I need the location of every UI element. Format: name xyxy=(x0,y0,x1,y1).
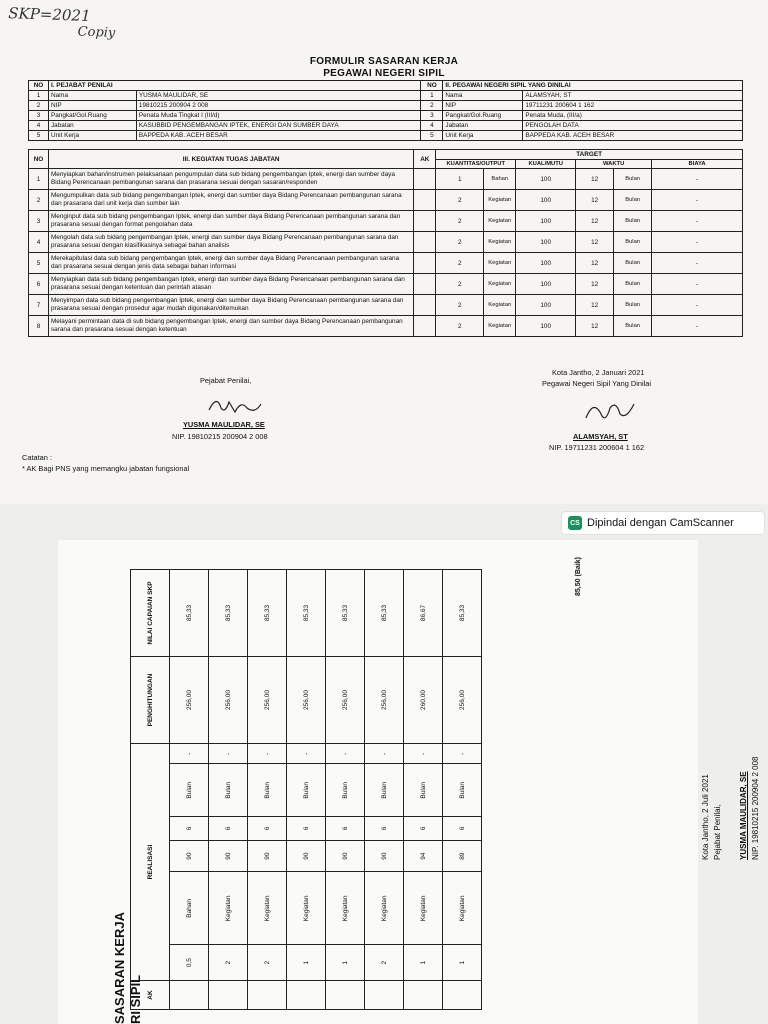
real-cost: - xyxy=(287,744,326,764)
real-time: 6 xyxy=(209,817,248,841)
real-time: 6 xyxy=(443,817,482,841)
realization-row xyxy=(404,570,443,1010)
right-sign-name: ALAMSYAH, ST xyxy=(573,432,628,441)
task-qty: 2 xyxy=(436,211,484,232)
kegiatan-header: III. KEGIATAN TUGAS JABATAN xyxy=(48,150,413,169)
dinilai-label: Jabatan xyxy=(443,121,523,131)
real-quality: 90 xyxy=(287,840,326,872)
real-score: 86,67 xyxy=(404,570,443,657)
task-time: 12 xyxy=(576,253,614,274)
official-row xyxy=(29,91,743,101)
handwritten-line-1: SKP=2021 xyxy=(7,4,91,25)
task-description: Mengumpulkan data sub bidang pengembangan Iptek, energi dan sumber daya Bidang Perencanaan pembangunan sarana dan prasarana dari unit kerja dan sumber lain xyxy=(48,190,413,211)
task-qty: 2 xyxy=(436,274,484,295)
real-quality: 90 xyxy=(170,840,209,872)
left-sign-nip: NIP. 19810215 200904 2 008 xyxy=(172,432,268,441)
right-sign-nip: NIP. 19711231 200604 1 162 xyxy=(549,443,645,452)
real-quality: 90 xyxy=(209,840,248,872)
real-unit: Kegiatan xyxy=(404,872,443,945)
real-ak xyxy=(248,981,287,1010)
notes-text: * AK Bagi PNS yang memangku jabatan fungsional xyxy=(22,464,190,473)
realization-sign-name: YUSMA MAULIDAR, SE xyxy=(739,771,748,860)
right-sign-place: Kota Jantho, 2 Januari 2021 xyxy=(552,368,645,377)
task-time-unit: Bulan xyxy=(614,274,652,295)
real-unit: Kegiatan xyxy=(443,872,482,945)
penilai-no: 4 xyxy=(29,121,49,131)
real-unit: Kegiatan xyxy=(248,872,287,945)
real-calc: 256,00 xyxy=(209,657,248,744)
penilai-no: 5 xyxy=(29,131,49,141)
left-signature-mark xyxy=(205,392,265,418)
task-cost: - xyxy=(652,190,743,211)
penilai-label: Unit Kerja xyxy=(48,131,136,141)
task-ak xyxy=(414,211,436,232)
real-score: 85,33 xyxy=(209,570,248,657)
task-row xyxy=(29,274,743,295)
real-ak xyxy=(404,981,443,1010)
task-row xyxy=(29,295,743,316)
real-calc: 256,00 xyxy=(170,657,209,744)
task-no: 4 xyxy=(29,232,49,253)
real-quality: 90 xyxy=(326,840,365,872)
real-quality: 89 xyxy=(443,840,482,872)
realization-row xyxy=(326,570,365,1010)
handwritten-line-2: Copiy xyxy=(77,24,116,41)
penilai-no: 2 xyxy=(29,101,49,111)
task-description: Melayani permintaan data di sub bidang pengembangan Iptek, energi dan sumber daya Bidang Perencanaan pembangunan sarana dan prasarana sesuai dengan ketentuan xyxy=(48,316,413,337)
real-time: 6 xyxy=(365,817,404,841)
real-time: 6 xyxy=(287,817,326,841)
real-cost: - xyxy=(326,744,365,764)
real-cost: - xyxy=(365,744,404,764)
task-qty: 2 xyxy=(436,316,484,337)
real-cost: - xyxy=(404,744,443,764)
task-row xyxy=(29,169,743,190)
task-row xyxy=(29,316,743,337)
official-row xyxy=(29,101,743,111)
score-header: NILAI CAPAIAN SKP xyxy=(131,570,170,657)
task-time: 12 xyxy=(576,316,614,337)
real-ak xyxy=(170,981,209,1010)
dinilai-label: Pangkat/Gol.Ruang xyxy=(443,111,523,121)
real-cost: - xyxy=(248,744,287,764)
penilai-no: 3 xyxy=(29,111,49,121)
realization-sign-nip: NIP. 19810215 200904 2 008 xyxy=(751,756,760,860)
task-quality: 100 xyxy=(516,211,576,232)
real-calc: 256,00 xyxy=(287,657,326,744)
task-time: 12 xyxy=(576,211,614,232)
real-calc: 256,00 xyxy=(365,657,404,744)
dinilai-no: 1 xyxy=(421,91,443,101)
real-calc: 256,00 xyxy=(326,657,365,744)
dinilai-header: II. PEGAWAI NEGERI SIPIL YANG DINILAI xyxy=(443,81,743,91)
real-score: 85,33 xyxy=(443,570,482,657)
officials-table xyxy=(28,80,743,141)
task-time: 12 xyxy=(576,232,614,253)
task-time-unit: Bulan xyxy=(614,190,652,211)
ak-header: AK xyxy=(131,981,170,1010)
real-ak xyxy=(287,981,326,1010)
dinilai-no: 4 xyxy=(421,121,443,131)
task-cost: - xyxy=(652,232,743,253)
task-no: 8 xyxy=(29,316,49,337)
task-unit: Kegiatan xyxy=(484,232,516,253)
left-sign-name: YUSMA MAULIDAR, SE xyxy=(183,420,265,429)
task-time-unit: Bulan xyxy=(614,316,652,337)
real-score: 85,33 xyxy=(365,570,404,657)
task-cost: - xyxy=(652,316,743,337)
task-quality: 100 xyxy=(516,316,576,337)
task-quality: 100 xyxy=(516,274,576,295)
penilai-label: Nama xyxy=(48,91,136,101)
task-no: 6 xyxy=(29,274,49,295)
real-unit: Kegiatan xyxy=(326,872,365,945)
dinilai-value: 19711231 200604 1 162 xyxy=(523,101,743,111)
task-no: 2 xyxy=(29,190,49,211)
task-description: Mengolah data sub bidang pengembangan Iptek, energi dan sumber daya Bidang Perencanaan pembangunan sarana dan prasarana sesuai dengan klasifikasinya sebagai bahan analisis xyxy=(48,232,413,253)
real-ak xyxy=(209,981,248,1010)
real-cost: - xyxy=(170,744,209,764)
task-unit: Bahan xyxy=(484,169,516,190)
col-no: NO xyxy=(29,150,49,169)
realization-row xyxy=(170,570,209,1010)
real-qty: 0,5 xyxy=(170,945,209,981)
task-cost: - xyxy=(652,169,743,190)
task-unit: Kegiatan xyxy=(484,295,516,316)
penilai-header: I. PEJABAT PENILAI xyxy=(48,81,420,91)
dinilai-label: NIP xyxy=(443,101,523,111)
dinilai-value: Penata Muda, (III/a) xyxy=(523,111,743,121)
dinilai-no: 5 xyxy=(421,131,443,141)
penilai-value: 19810215 200904 2 008 xyxy=(136,101,421,111)
dinilai-label: Nama xyxy=(443,91,523,101)
task-description: Menyiapkan data sub bidang pengembangan Iptek, energi dan sumber daya Bidang Perencanaan pembangunan sarana dan prasarana sesuai dengan ketentuan dan perintah atasan xyxy=(48,274,413,295)
task-cost: - xyxy=(652,211,743,232)
task-time: 12 xyxy=(576,274,614,295)
task-time: 12 xyxy=(576,295,614,316)
real-ak xyxy=(365,981,404,1010)
task-description: Menyiapkan bahan/instrumen pelaksanaan pengumpulan data sub bidang pengembangan Iptek, energi dan sumber daya Bidang Perencanaan pembangunan sarana dan prasarana sesuai dengan sasaran/responden xyxy=(48,169,413,190)
real-time-unit: Bulan xyxy=(365,764,404,817)
dinilai-no: 3 xyxy=(421,111,443,121)
task-qty: 2 xyxy=(436,253,484,274)
penilai-value: KASUBBID PENGEMBANGAN IPTEK, ENERGI DAN SUMBER DAYA xyxy=(136,121,421,131)
form-title: FORMULIR SASARAN KERJA xyxy=(309,56,459,67)
penilai-label: NIP xyxy=(48,101,136,111)
camscanner-badge xyxy=(562,512,764,534)
real-calc: 256,00 xyxy=(248,657,287,744)
task-time-unit: Bulan xyxy=(614,253,652,274)
real-qty: 2 xyxy=(248,945,287,981)
task-ak xyxy=(414,232,436,253)
task-no: 5 xyxy=(29,253,49,274)
task-no: 3 xyxy=(29,211,49,232)
col-no: NO xyxy=(421,81,443,91)
task-ak xyxy=(414,190,436,211)
real-time: 6 xyxy=(248,817,287,841)
realization-row xyxy=(248,570,287,1010)
right-signature-mark xyxy=(580,396,640,428)
official-row xyxy=(29,111,743,121)
realization-sign-place: Kota Jantho, 2 Juli 2021 xyxy=(701,774,710,860)
calc-header: PENGHITUNGAN xyxy=(131,657,170,744)
task-qty: 2 xyxy=(436,232,484,253)
tasks-table xyxy=(28,149,743,337)
real-qty: 1 xyxy=(404,945,443,981)
realization-table xyxy=(130,569,482,1010)
task-time-unit: Bulan xyxy=(614,232,652,253)
task-description: Merekapitulasi data sub bidang pengembangan Iptek, energi dan sumber daya Bidang Perencanaan pembangunan sarana dan prasarana sesuai dengan jenis data sebagai bahan informasi xyxy=(48,253,413,274)
dinilai-value: ALAMSYAH, ST xyxy=(523,91,743,101)
col-cost: BIAYA xyxy=(652,160,743,169)
dinilai-value: BAPPEDA KAB. ACEH BESAR xyxy=(523,131,743,141)
col-no: NO xyxy=(29,81,49,91)
task-unit: Kegiatan xyxy=(484,253,516,274)
task-qty: 2 xyxy=(436,190,484,211)
realization-row xyxy=(443,570,482,1010)
real-ak xyxy=(326,981,365,1010)
task-qty: 1 xyxy=(436,169,484,190)
task-time: 12 xyxy=(576,169,614,190)
task-qty: 2 xyxy=(436,295,484,316)
task-unit: Kegiatan xyxy=(484,274,516,295)
task-row xyxy=(29,232,743,253)
real-time: 6 xyxy=(326,817,365,841)
real-time-unit: Bulan xyxy=(248,764,287,817)
task-unit: Kegiatan xyxy=(484,316,516,337)
realization-signature xyxy=(700,756,762,860)
real-unit: Kegiatan xyxy=(287,872,326,945)
real-quality: 90 xyxy=(365,840,404,872)
real-score: 85,33 xyxy=(170,570,209,657)
official-row xyxy=(29,121,743,131)
realization-row xyxy=(365,570,404,1010)
real-unit: Bahan xyxy=(170,872,209,945)
handwritten-note xyxy=(7,4,116,41)
real-calc: 260,00 xyxy=(404,657,443,744)
task-quality: 100 xyxy=(516,169,576,190)
task-row xyxy=(29,211,743,232)
total-score xyxy=(575,557,582,596)
real-unit: Kegiatan xyxy=(209,872,248,945)
notes-label: Catatan : xyxy=(22,453,52,462)
official-row xyxy=(29,131,743,141)
dinilai-label: Unit Kerja xyxy=(443,131,523,141)
task-description: Menginput data sub bidang pengembangan Iptek, energi dan sumber daya Bidang Perencanaan pembangunan sarana dan prasarana sesuai dengan format pengolahan data xyxy=(48,211,413,232)
real-score: 85,33 xyxy=(326,570,365,657)
real-quality: 90 xyxy=(248,840,287,872)
real-unit: Kegiatan xyxy=(365,872,404,945)
real-cost: - xyxy=(443,744,482,764)
ak-header: AK xyxy=(414,150,436,169)
task-ak xyxy=(414,253,436,274)
task-ak xyxy=(414,274,436,295)
realization-table-wrapper xyxy=(130,569,482,1010)
form-subtitle: PEGAWAI NEGERI SIPIL xyxy=(323,68,445,79)
dinilai-no: 2 xyxy=(421,101,443,111)
real-score: 85,33 xyxy=(248,570,287,657)
real-qty: 2 xyxy=(209,945,248,981)
real-qty: 2 xyxy=(365,945,404,981)
real-score: 85,33 xyxy=(287,570,326,657)
task-ak xyxy=(414,295,436,316)
task-cost: - xyxy=(652,295,743,316)
real-time-unit: Bulan xyxy=(209,764,248,817)
task-quality: 100 xyxy=(516,253,576,274)
penilai-value: BAPPEDA KAB. ACEH BESAR xyxy=(136,131,421,141)
task-time: 12 xyxy=(576,190,614,211)
col-quantity: KUANTITAS/OUTPUT xyxy=(436,160,516,169)
task-unit: Kegiatan xyxy=(484,190,516,211)
camscanner-label: Dipindai dengan CamScanner xyxy=(587,517,734,529)
task-quality: 100 xyxy=(516,232,576,253)
real-calc: 256,00 xyxy=(443,657,482,744)
camscanner-icon: CS xyxy=(568,516,582,530)
real-ak xyxy=(443,981,482,1010)
task-no: 7 xyxy=(29,295,49,316)
real-quality: 94 xyxy=(404,840,443,872)
penilai-no: 1 xyxy=(29,91,49,101)
task-description: Menyimpan data sub bidang pengembangan Iptek, energi dan sumber daya Bidang Perencanaan pembangunan sarana dan prasarana sesuai dengan prosedur agar mudah digunakan/ditemukan xyxy=(48,295,413,316)
total-score-label: (Baik) xyxy=(575,557,582,577)
real-cost: - xyxy=(209,744,248,764)
penilai-label: Pangkat/Gol.Ruang xyxy=(48,111,136,121)
task-cost: - xyxy=(652,253,743,274)
realization-row xyxy=(209,570,248,1010)
realization-title-line-2: RI SIPIL xyxy=(128,974,143,1024)
task-quality: 100 xyxy=(516,295,576,316)
penilai-value: Penata Muda Tingkat I (III/d) xyxy=(136,111,421,121)
real-qty: 1 xyxy=(287,945,326,981)
task-ak xyxy=(414,169,436,190)
col-quality: KUAL/MUTU xyxy=(516,160,576,169)
task-time-unit: Bulan xyxy=(614,295,652,316)
real-time-unit: Bulan xyxy=(326,764,365,817)
realization-title-line-1: SASARAN KERJA xyxy=(112,912,127,1024)
task-row xyxy=(29,253,743,274)
target-header: TARGET xyxy=(436,150,743,160)
task-time-unit: Bulan xyxy=(614,211,652,232)
task-row xyxy=(29,190,743,211)
right-sign-title: Pegawai Negeri Sipil Yang Dinilai xyxy=(542,379,652,388)
real-qty: 1 xyxy=(443,945,482,981)
task-quality: 100 xyxy=(516,190,576,211)
real-time-unit: Bulan xyxy=(404,764,443,817)
realization-sign-title: Pejabat Penilai, xyxy=(713,804,722,860)
task-unit: Kegiatan xyxy=(484,211,516,232)
real-time: 6 xyxy=(404,817,443,841)
penilai-value: YUSMA MAULIDAR, SE xyxy=(136,91,421,101)
task-cost: - xyxy=(652,274,743,295)
real-qty: 1 xyxy=(326,945,365,981)
left-sign-title: Pejabat Penilai, xyxy=(200,376,252,385)
penilai-label: Jabatan xyxy=(48,121,136,131)
real-time: 6 xyxy=(170,817,209,841)
real-time-unit: Bulan xyxy=(170,764,209,817)
real-time-unit: Bulan xyxy=(287,764,326,817)
col-time: WAKTU xyxy=(576,160,652,169)
task-ak xyxy=(414,316,436,337)
task-time-unit: Bulan xyxy=(614,169,652,190)
total-score-value: 85,50 xyxy=(575,578,582,596)
realisasi-header: REALISASI xyxy=(131,744,170,981)
task-no: 1 xyxy=(29,169,49,190)
real-time-unit: Bulan xyxy=(443,764,482,817)
realization-row xyxy=(287,570,326,1010)
dinilai-value: PENGOLAH DATA xyxy=(523,121,743,131)
